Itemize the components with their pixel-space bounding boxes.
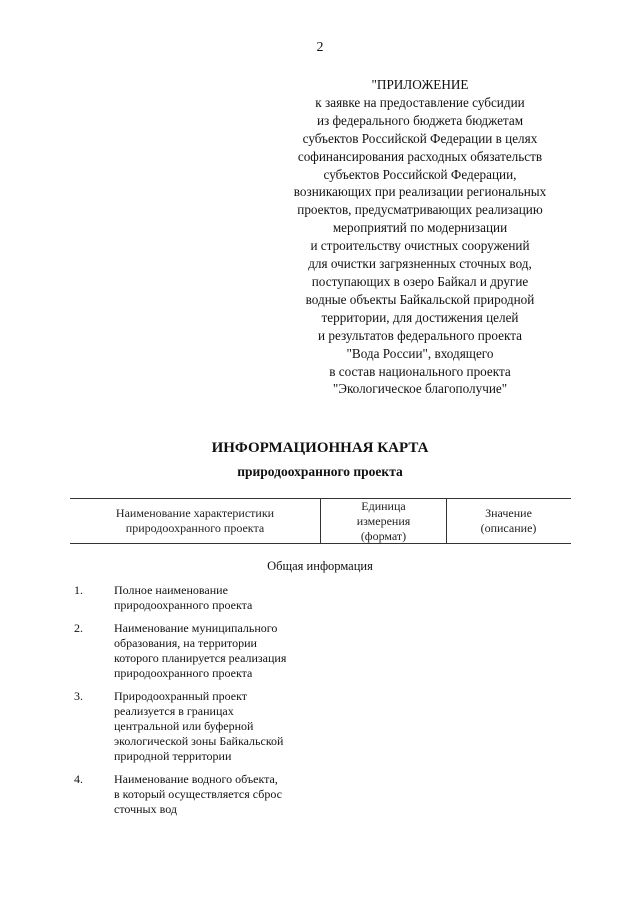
header-cell-characteristic bbox=[70, 499, 320, 543]
appendix-line: софинансирования расходных обязательств bbox=[297, 148, 543, 164]
item-line: природной территории bbox=[114, 749, 232, 763]
item-line: Природоохранный проект bbox=[114, 689, 248, 703]
document-subtitle: природоохранного проекта bbox=[237, 464, 403, 479]
appendix-line: из федерального бюджета бюджетам bbox=[316, 112, 524, 128]
item-text bbox=[114, 583, 309, 613]
appendix-line: "ПРИЛОЖЕНИЕ bbox=[371, 77, 469, 92]
item-line: экологической зоны Байкальской bbox=[114, 734, 284, 748]
item-number: 4. bbox=[74, 772, 83, 786]
appendix-line: водные объекты Байкальской природной bbox=[305, 291, 535, 307]
item-line: которого планируется реализация bbox=[114, 651, 287, 665]
item-text bbox=[114, 689, 309, 764]
item-line: природоохранного проекта bbox=[114, 666, 253, 680]
item-line: Наименование водного объекта, bbox=[114, 772, 278, 786]
appendix-line: субъектов Российской Федерации, bbox=[323, 166, 517, 182]
item-number: 3. bbox=[74, 689, 83, 703]
header-cell-unit bbox=[320, 499, 447, 543]
header-text: Наименование характеристики природоохранного проекта bbox=[115, 506, 275, 535]
appendix-line: к заявке на предоставление субсидии bbox=[315, 94, 525, 110]
appendix-line: территории, для достижения целей bbox=[321, 309, 519, 325]
item-line: реализуется в границах bbox=[114, 704, 234, 718]
appendix-line: "Вода России", входящего bbox=[346, 345, 494, 361]
section-title: Общая информация bbox=[267, 559, 373, 573]
appendix-line: проектов, предусматривающих реализацию bbox=[297, 202, 543, 218]
item-line: природоохранного проекта bbox=[114, 598, 253, 612]
item-text bbox=[114, 772, 309, 817]
item-line: сточных вод bbox=[114, 802, 177, 816]
appendix-block bbox=[265, 76, 575, 398]
header-text: Значение (описание) bbox=[480, 506, 537, 535]
appendix-line: в состав национального проекта bbox=[329, 363, 511, 379]
item-line: в который осуществляется сброс bbox=[114, 787, 282, 801]
item-text bbox=[114, 621, 309, 681]
appendix-line: "Экологическое благополучие" bbox=[332, 381, 508, 397]
document-title: ИНФОРМАЦИОННАЯ КАРТА bbox=[211, 440, 429, 456]
appendix-line: для очистки загрязненных сточных вод, bbox=[308, 256, 532, 272]
item-line: образования, на территории bbox=[114, 636, 257, 650]
item-line: Наименование муниципального bbox=[114, 621, 278, 635]
table-header bbox=[70, 498, 571, 544]
appendix-line: мероприятий по модернизации bbox=[332, 220, 508, 236]
item-number: 1. bbox=[74, 583, 83, 597]
item-line: центральной или буферной bbox=[114, 719, 254, 733]
appendix-line: поступающих в озеро Байкал и другие bbox=[311, 273, 529, 289]
item-number: 2. bbox=[74, 621, 83, 635]
page-number: 2 bbox=[316, 40, 324, 55]
appendix-line: и результатов федерального проекта bbox=[318, 327, 522, 343]
item-line: Полное наименование bbox=[114, 583, 228, 597]
appendix-line: и строительству очистных сооружений bbox=[310, 238, 530, 254]
appendix-line: возникающих при реализации региональных bbox=[293, 184, 547, 200]
header-cell-value bbox=[446, 499, 571, 543]
header-text: Единица измерения (формат) bbox=[356, 498, 411, 543]
appendix-line: субъектов Российской Федерации в целях bbox=[302, 130, 538, 146]
